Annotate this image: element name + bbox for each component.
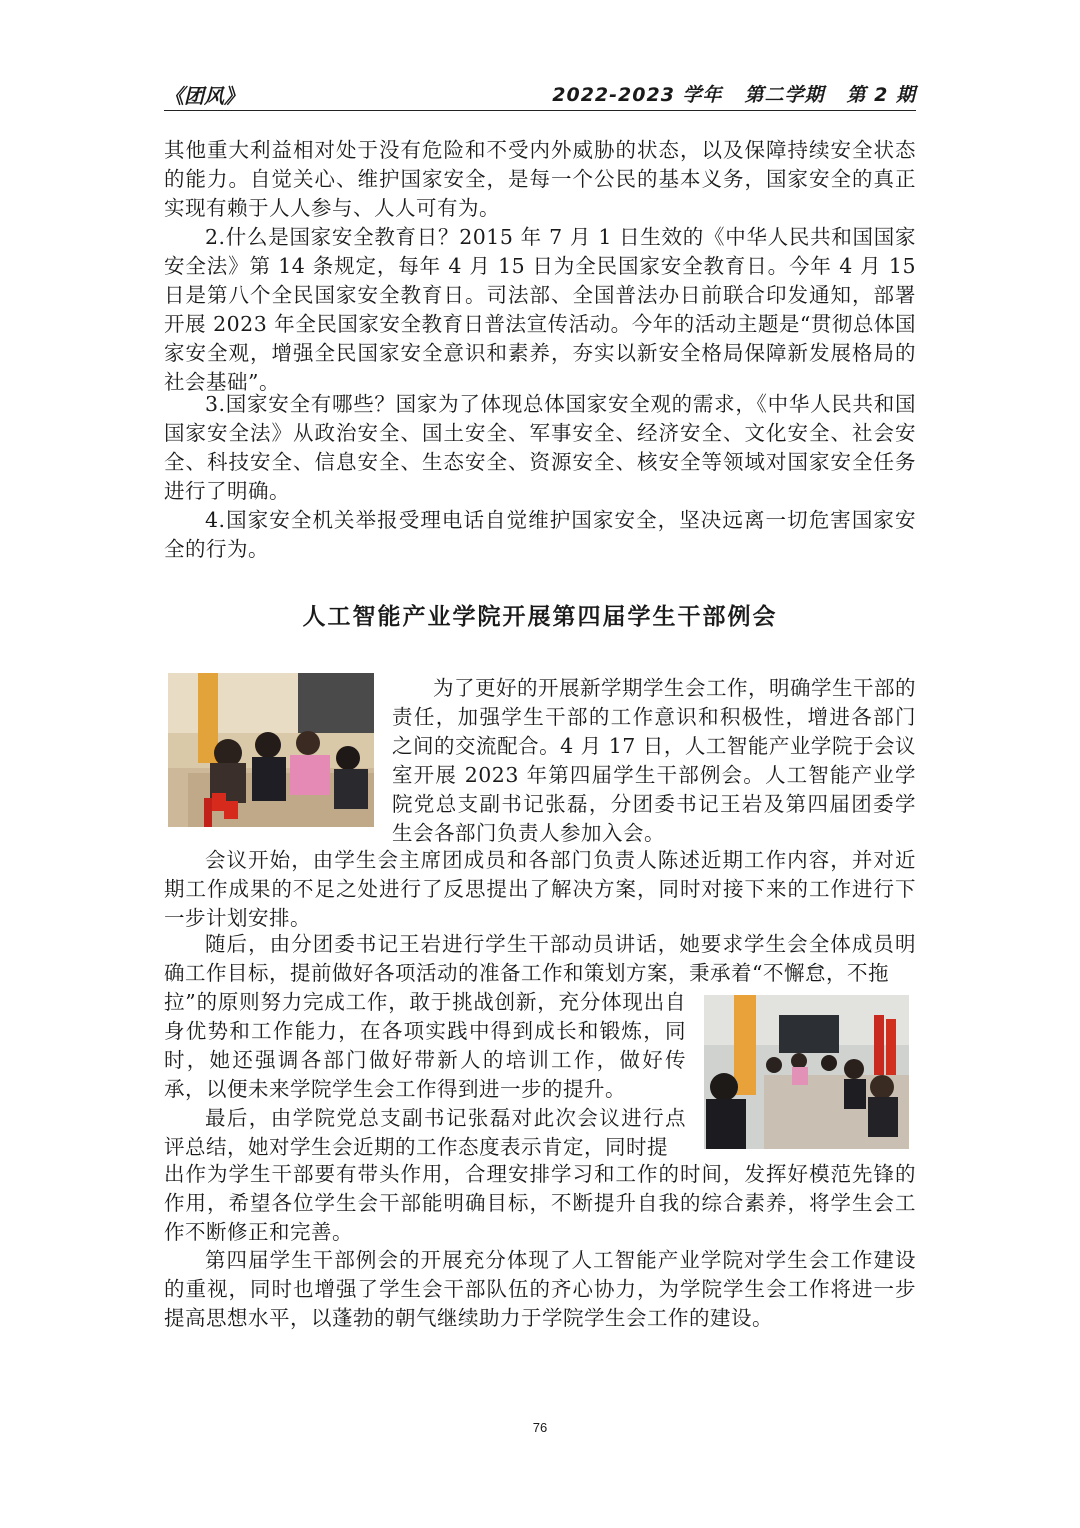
paragraph-education-day: 2.什么是国家安全教育日？2015 年 7 月 1 日生效的《中华人民共和国国家安全法》第 14 条规定，每年 4 月 15 日为全民国家安全教育日。今年 4 月 15 日是第八个全民国家安全教育日。司法部、全国普法办日前联合印发通知，部署开展 2023 年全民国家安全教育日普法宣传活动。今年的活动主题是“贯彻总体国家安全观，增强全民国家安全意识和素养，夯实以新安全格局保障新发展格局的社会基础”。 (164, 225, 916, 394)
semester: 第二学期 (744, 84, 825, 106)
page-number: 76 (532, 1420, 548, 1435)
article-intro: 为了更好的开展新学期学生会工作，明确学生干部的责任，加强学生干部的工作意识和积极性，增进各部门之间的交流配合。4 月 17 日，人工智能产业学院于会议室开展 2023 年第四届学生干部例会。人工智能产业学院党总支副书记张磊，分团委书记王岩及第四届团委学生会各部门负责人参加入会。 (392, 676, 916, 845)
paragraph-security-fields: 3.国家安全有哪些？国家为了体现总体国家安全观的需求，《中华人民共和国国家安全法》从政治安全、国土安全、军事安全、经济安全、文化安全、社会安全、科技安全、信息安全、生态安全、资源安全、核安全等领域对国家安全任务进行了明确。 (164, 392, 916, 503)
journal-name: 《团风》 (164, 84, 244, 108)
article-paragraph-1: 会议开始，由学生会主席团成员和各部门负责人陈述近期工作内容，并对近期工作成果的不足之处进行了反思提出了解决方案，同时对接下来的工作进行下一步计划安排。 (164, 848, 916, 930)
issue-info (530, 80, 916, 107)
article-paragraph-2-wrap: 拉”的原则努力完成工作，敢于挑战创新，充分体现出自身优势和工作能力，在各项实践中得到成长和锻炼，同时，她还强调各部门做好带新人的培训工作，做好传承，以便未来学院学生会工作得到进一步的提升。 (164, 990, 686, 1101)
page-header (164, 78, 916, 111)
article-paragraph-3-start: 最后，由学院党总支副书记张磊对此次会议进行点评总结，她对学生会近期的工作态度表示肯定，同时提 (164, 1106, 686, 1159)
academic-year: 2022-2023 学年 (552, 84, 723, 106)
paragraph-report-hotline: 4.国家安全机关举报受理电话自觉维护国家安全，坚决远离一切危害国家安全的行为。 (164, 508, 916, 561)
issue-number: 第 2 期 (846, 84, 916, 106)
meeting-photo-2 (704, 995, 909, 1149)
article-paragraph-4: 第四届学生干部例会的开展充分体现了人工智能产业学院对学生会工作建设的重视，同时也增强了学生会干部队伍的齐心协力，为学院学生会工作将进一步提高思想水平，以蓬勃的朝气继续助力于学院学生会工作的建设。 (164, 1248, 916, 1330)
article-title: 人工智能产业学院开展第四届学生干部例会 (302, 604, 778, 630)
meeting-photo-1-illustration (168, 673, 374, 827)
article-paragraph-3-end: 出作为学生干部要有带头作用，合理安排学习和工作的时间，发挥好模范先锋的作用，希望各位学生会干部能明确目标，不断提升自我的综合素养，将学生会工作不断修正和完善。 (164, 1162, 916, 1244)
paragraph-continued: 其他重大利益相对处于没有危险和不受内外威胁的状态，以及保障持续安全状态的能力。自觉关心、维护国家安全，是每一个公民的基本义务，国家安全的真正实现有赖于人人参与、人人可有为。 (164, 138, 916, 220)
meeting-photo-2-illustration (704, 995, 909, 1149)
meeting-photo-1 (168, 673, 374, 827)
article-paragraph-2-start: 随后，由分团委书记王岩进行学生干部动员讲话，她要求学生会全体成员明确工作目标，提前做好各项活动的准备工作和策划方案，秉承着“不懈怠，不拖 (164, 932, 916, 985)
